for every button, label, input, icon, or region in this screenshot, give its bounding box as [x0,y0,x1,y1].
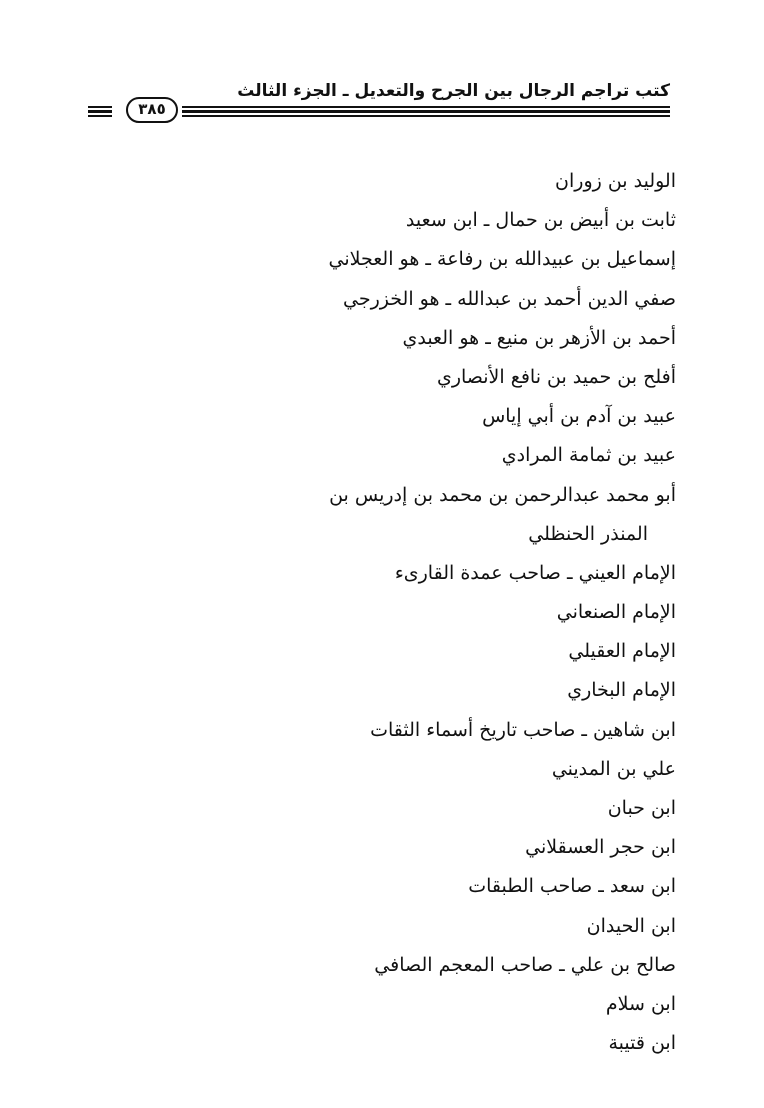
header-rule [184,106,670,108]
header-rule [184,115,670,117]
list-item: الإمام الصنعاني [556,601,676,624]
list-item: عبيد بن آدم بن أبي إياس [482,405,676,428]
list-item: علي بن المديني [551,757,676,780]
list-item: الإمام العيني ـ صاحب عمدة القارىء [394,561,676,584]
list-item: ابن حجر العسقلاني [525,836,676,859]
list-item: الوليد بن زوران [555,170,676,192]
list-item: ابن حبان [607,797,676,819]
list-item: ثابت بن أبيض بن حمال ـ ابن سعيد [405,209,676,232]
running-header-title: كتب تراجم الرجال بين الجرح والتعديل ـ الجزء الثالث [237,81,670,101]
list-item: ابن سعد ـ صاحب الطبقات [468,875,676,898]
list-item-continuation: المنذر الحنظلي [528,522,648,545]
header-rule [184,110,670,113]
list-item: صالح بن علي ـ صاحب المعجم الصافي [374,953,676,976]
list-item: ابن قتيبة [608,1032,676,1055]
name-list [316,162,676,1063]
list-item: الإمام العقيلي [568,640,676,663]
list-item: الإمام البخاري [567,679,676,702]
list-item: عبيد بن ثمامة المرادي [501,444,676,467]
list-item: إسماعيل بن عبيدالله بن رفاعة ـ هو العجلاني [328,248,676,271]
list-item: أحمد بن الأزهر بن منيع ـ هو العبدي [402,326,676,349]
list-item: ابن شاهين ـ صاحب تاريخ أسماء الثقات [370,718,676,741]
list-item: أبو محمد عبدالرحمن بن محمد بن إدريس بن [329,483,676,506]
list-item: أفلح بن حميد بن نافع الأنصاري [436,365,676,388]
page-number: ٣٨٥ [126,97,178,123]
list-item: ابن سلام [605,992,676,1015]
list-item: ابن الحيدان [586,914,676,937]
header-rule-connector [182,106,188,117]
running-header [104,78,670,130]
list-item: صفي الدين أحمد بن عبدالله ـ هو الخزرجي [343,287,676,310]
header-rule-left [88,106,112,117]
